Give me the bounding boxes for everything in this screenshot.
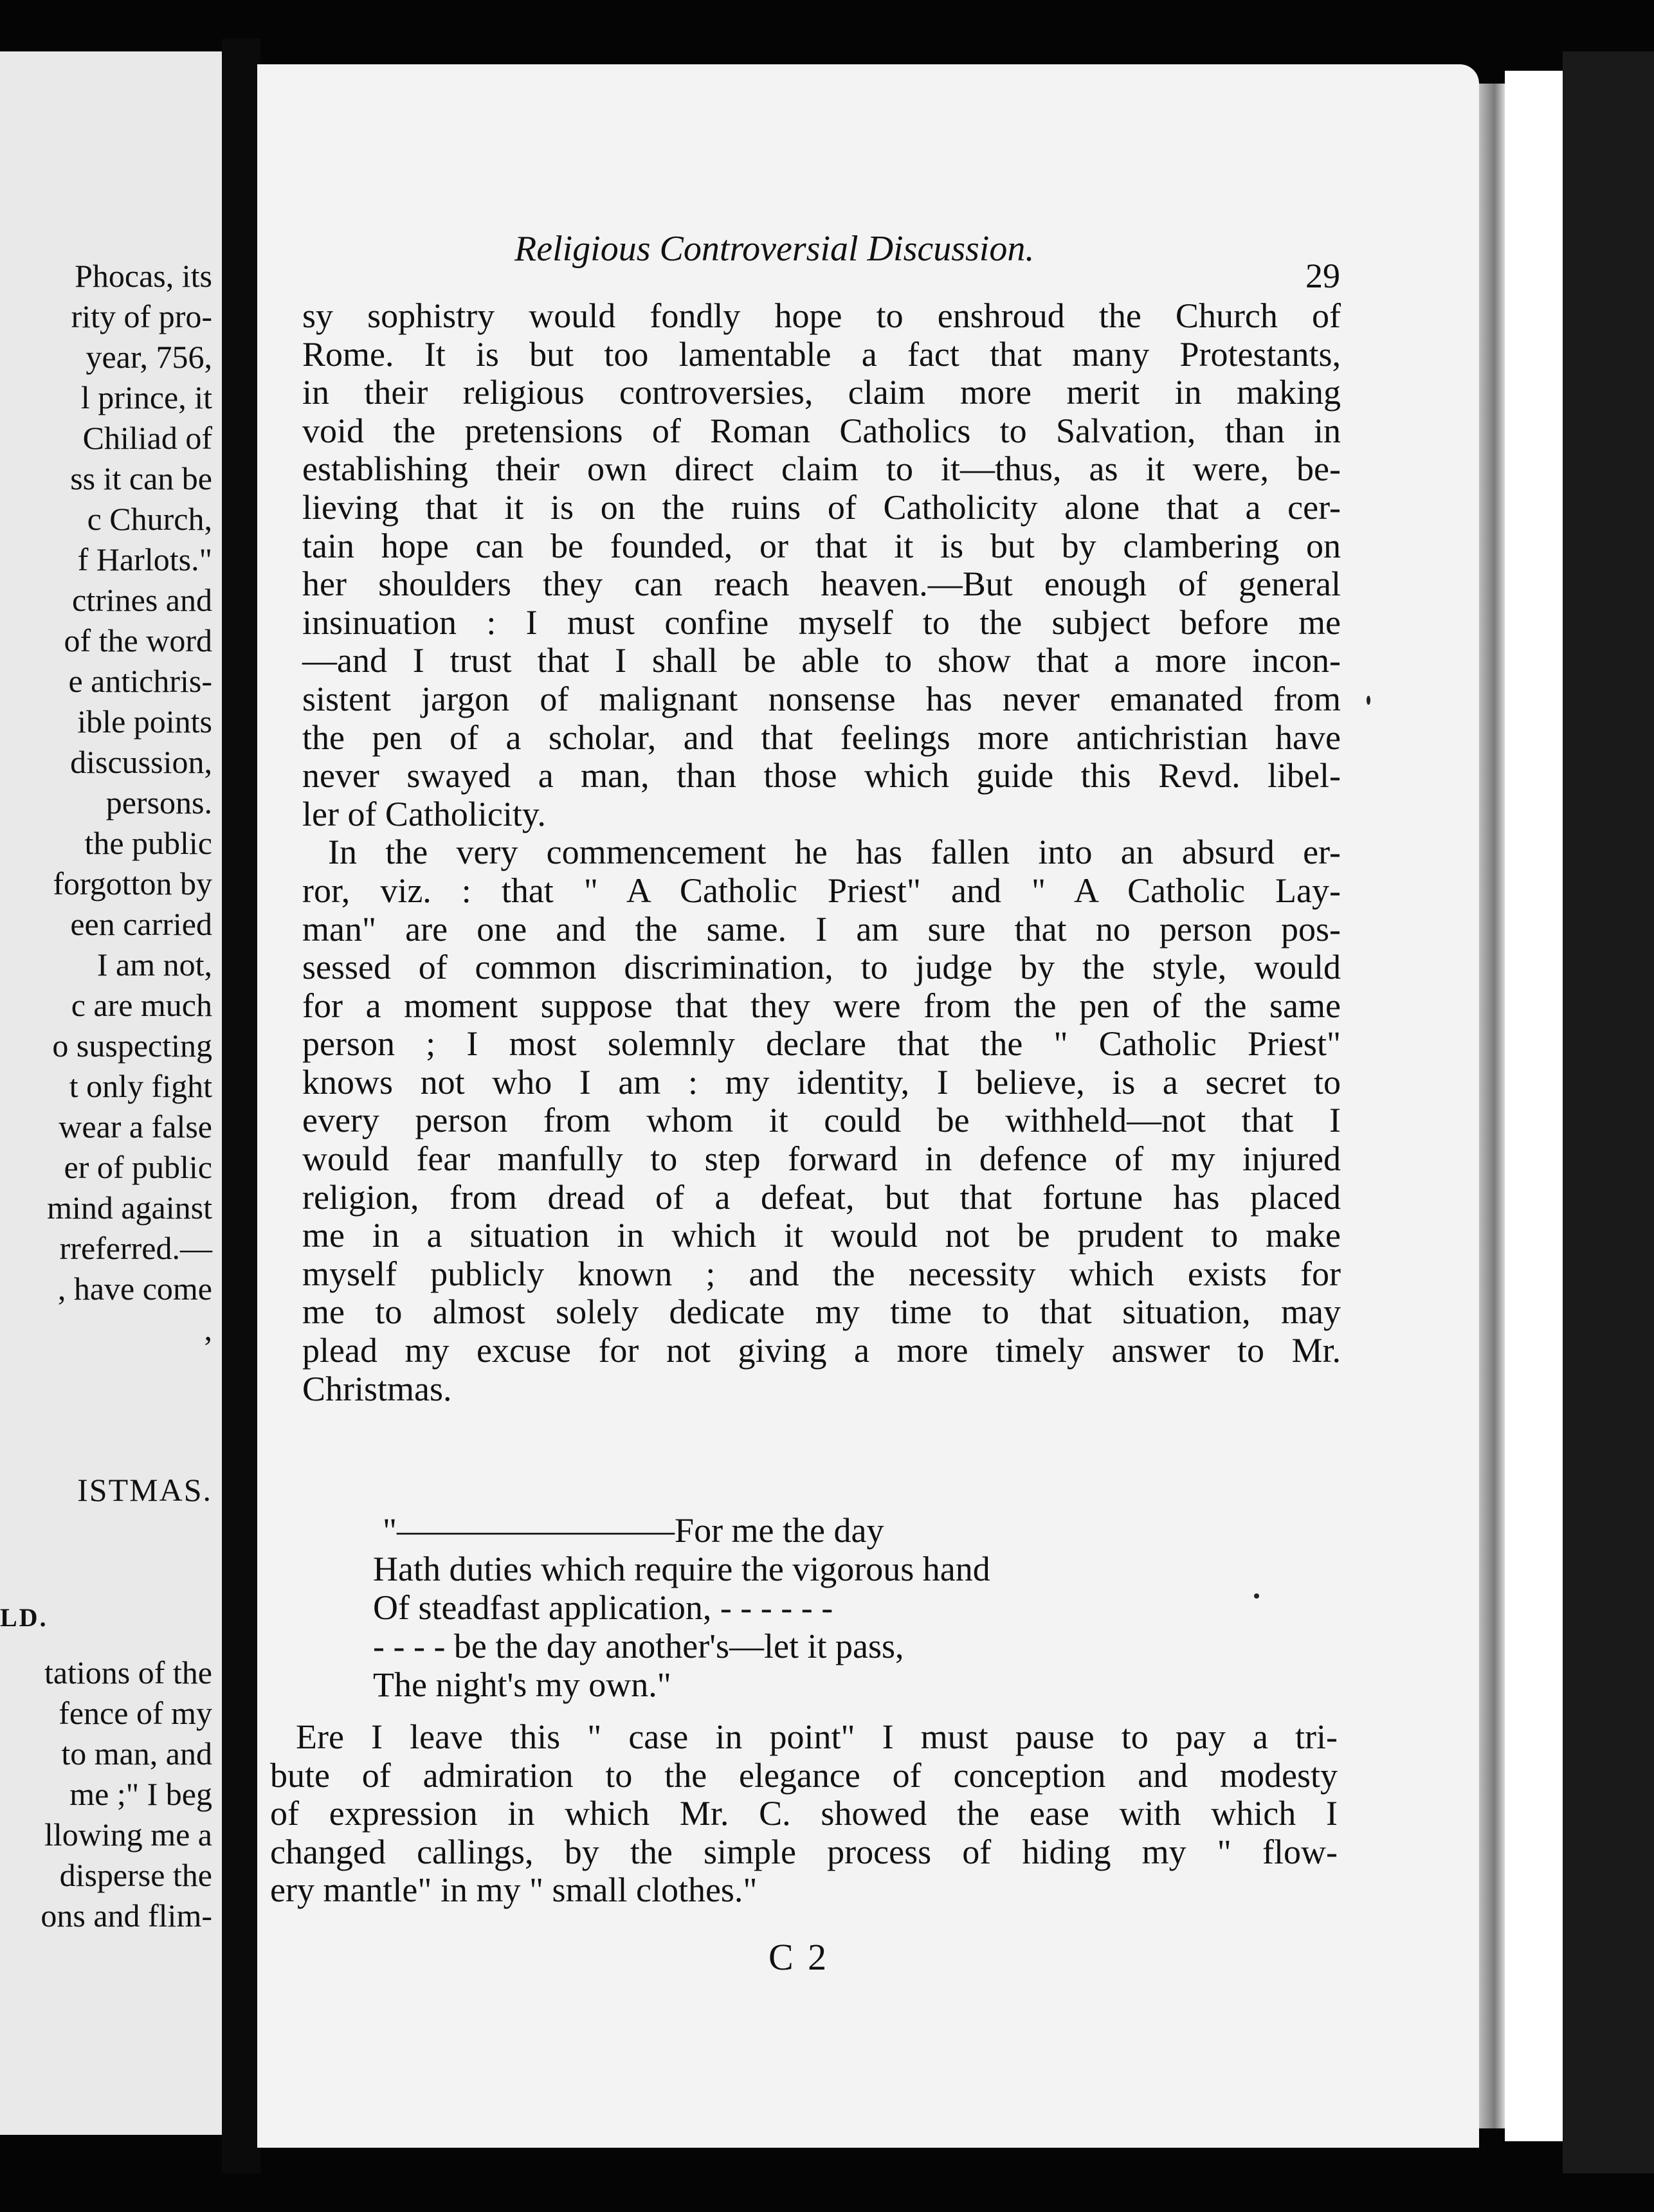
left-page-text-2 xyxy=(0,1653,212,1936)
text-line: Phocas, its xyxy=(75,258,212,294)
text-line: her shoulders they can reach heaven.—But enough of general xyxy=(302,565,1341,604)
left-page-text xyxy=(0,256,212,1350)
text-line: een carried xyxy=(70,906,212,942)
text-line: I am not, xyxy=(96,947,212,983)
text-line: forgotton by xyxy=(53,866,212,902)
verse-line: - - - - be the day another's—let it pass, xyxy=(373,1627,904,1665)
left-page-heading: ISTMAS. xyxy=(77,1472,212,1508)
text-line: sessed of common discrimination, to judge by the style, would xyxy=(302,948,1341,987)
text-line: establishing their own direct claim to it—thus, as it were, be- xyxy=(302,449,1341,489)
text-line: the pen of a scholar, and that feelings more antichristian have xyxy=(302,718,1341,757)
text-line: year, 756, xyxy=(86,339,212,375)
text-line: rity of pro- xyxy=(71,298,212,334)
verse-line: "————————For me the day xyxy=(383,1511,884,1550)
text-line: in their religious controversies, claim more merit in making xyxy=(302,373,1341,412)
text-line: fence of my xyxy=(59,1695,212,1731)
text-line: l prince, it xyxy=(80,379,212,415)
text-line: ons and flim- xyxy=(41,1898,212,1934)
text-line: would fear manfully to step forward in defence of my injured xyxy=(302,1139,1341,1179)
text-line: sistent jargon of malignant nonsense has never emanated from xyxy=(302,679,1341,718)
text-line: wear a false xyxy=(59,1109,212,1145)
text-line: e antichris- xyxy=(68,663,212,699)
text-line: never swayed a man, than those which guide this Revd. libel- xyxy=(302,756,1341,795)
text-line: er of public xyxy=(64,1149,212,1185)
text-line: ctrines and xyxy=(72,582,212,618)
text-line: Chiliad of xyxy=(82,420,212,456)
verse-line: Of steadfast application, - - - - - - xyxy=(373,1588,833,1627)
page-edge xyxy=(1479,84,1505,2128)
text-line: persons. xyxy=(105,784,212,820)
verse-quote xyxy=(373,1511,1209,1704)
scan-border xyxy=(1563,51,1654,2173)
text-line: void the pretensions of Roman Catholics to Salvation, than in xyxy=(302,411,1341,450)
text-line: c Church, xyxy=(87,501,212,537)
text-line: myself publicly known ; and the necessity which exists for xyxy=(302,1254,1341,1293)
text-line: ss it can be xyxy=(70,460,212,496)
text-line: mind against xyxy=(47,1190,212,1226)
ink-speck xyxy=(1367,696,1370,705)
text-line: In the very commencement he has fallen into an absurd er- xyxy=(328,833,1341,872)
text-line: me ;" I beg xyxy=(69,1776,212,1812)
text-line: me in a situation in which it would not be prudent to make xyxy=(302,1216,1341,1255)
text-line: Christmas. xyxy=(302,1369,452,1408)
text-line: to man, and xyxy=(61,1736,212,1772)
text-line: , have come xyxy=(57,1271,212,1307)
text-line: tations of the xyxy=(44,1654,212,1691)
text-line: ery mantle" in my " small clothes." xyxy=(270,1871,758,1909)
page-number: 29 xyxy=(1305,257,1340,295)
text-line: f Harlots." xyxy=(77,541,212,577)
text-line: , xyxy=(204,1311,212,1347)
text-line: Rome. It is but too lamentable a fact that many Protestants, xyxy=(302,334,1341,374)
body-text xyxy=(302,297,1341,1408)
text-line: man" are one and the same. I am sure that no person pos- xyxy=(302,909,1341,948)
running-head: Religious Controversial Discussion. xyxy=(514,229,1035,269)
text-line: ler of Catholicity. xyxy=(302,794,546,833)
text-line: c are much xyxy=(71,987,212,1023)
text-line: disperse the xyxy=(59,1857,212,1893)
text-line: ible points xyxy=(77,703,212,739)
left-page-subheading: LD. xyxy=(0,1603,48,1632)
left-page xyxy=(0,51,222,2135)
text-line: the public xyxy=(84,825,212,861)
text-line: discussion, xyxy=(70,744,212,780)
paragraph-2 xyxy=(302,833,1341,1408)
text-line: changed callings, by the simple process of hiding my " flow- xyxy=(270,1832,1338,1871)
text-line: tain hope can be founded, or that it is but by clambering on xyxy=(302,526,1341,565)
text-line: llowing me a xyxy=(44,1817,212,1853)
text-line: knows not who I am : my identity, I believe, is a secret to xyxy=(302,1062,1341,1101)
text-line: insinuation : I must confine myself to the subject before me xyxy=(302,603,1341,642)
verse-line: The night's my own." xyxy=(373,1665,671,1704)
text-line: religion, from dread of a defeat, but that fortune has placed xyxy=(302,1177,1341,1217)
text-line: plead my excuse for not giving a more timely answer to Mr. xyxy=(302,1331,1341,1370)
text-line: of the word xyxy=(64,622,212,658)
paragraph-1 xyxy=(302,297,1341,833)
text-line: Ere I leave this " case in point" I must pause to pay a tri- xyxy=(296,1718,1338,1756)
text-line: of expression in which Mr. C. showed the ease with which I xyxy=(270,1794,1338,1833)
page-edge-strip xyxy=(1505,71,1563,2141)
text-line: every person from whom it could be withheld—not that I xyxy=(302,1101,1341,1140)
signature-mark: C 2 xyxy=(768,1936,830,1978)
text-line: t only fight xyxy=(69,1068,212,1104)
text-line: —and I trust that I shall be able to show that a more incon- xyxy=(302,641,1341,680)
paragraph-3 xyxy=(270,1718,1338,1910)
book-gutter xyxy=(222,39,260,2173)
text-line: for a moment suppose that they were from the pen of the same xyxy=(302,986,1341,1025)
text-line: ror, viz. : that " A Catholic Priest" and " A Catholic Lay- xyxy=(302,871,1341,910)
text-line: me to almost solely dedicate my time to that situation, may xyxy=(302,1292,1341,1332)
text-line: person ; I most solemnly declare that the " Catholic Priest" xyxy=(302,1024,1341,1064)
ink-speck xyxy=(1254,1593,1259,1599)
text-line: bute of admiration to the elegance of conception and modesty xyxy=(270,1755,1338,1795)
text-line: rreferred.— xyxy=(59,1230,212,1266)
text-line: o suspecting xyxy=(52,1028,212,1064)
text-line: sy sophistry would fondly hope to enshroud the Church of xyxy=(302,296,1341,335)
verse-line: Hath duties which require the vigorous hand xyxy=(373,1550,990,1588)
text-line: lieving that it is on the ruins of Catholicity alone that a cer- xyxy=(302,487,1341,527)
